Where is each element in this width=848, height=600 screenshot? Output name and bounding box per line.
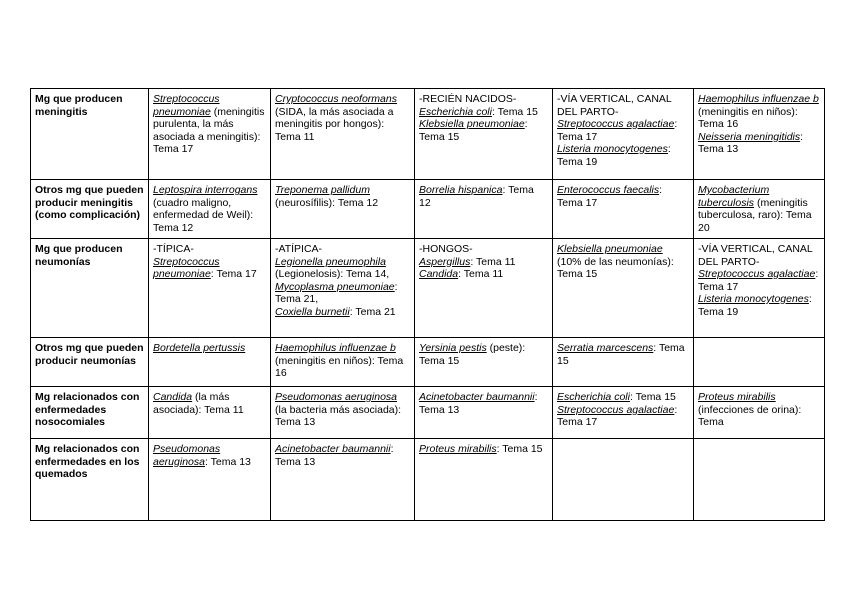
table-cell (415, 180, 553, 239)
species-name: Acinetobacter baumannii (419, 391, 535, 403)
species-name: Escherichia coli (419, 105, 492, 118)
table-cell (415, 338, 553, 387)
table-cell (553, 387, 694, 439)
table-cell (271, 338, 415, 387)
cell-text: : Tema 17 (210, 268, 257, 280)
cell-text: : Tema 11 (470, 255, 516, 268)
cell-text: (meningitis tuberculosa, raro): Tema 20 (698, 196, 812, 234)
species-name: Proteus mirabilis (698, 391, 776, 403)
table-cell (694, 180, 825, 239)
species-name: Neisseria meningitidis (698, 130, 801, 143)
cell-line (153, 184, 266, 234)
species-name: Aspergillus (419, 255, 471, 268)
table-cell (149, 239, 271, 338)
cell-line (557, 391, 689, 404)
table-cell (415, 89, 553, 180)
cell-text: (la más asociada): Tema 11 (153, 391, 244, 416)
cell-text: (meningitis purulenta, la más asociada a meningitis): Tema 17 (153, 105, 265, 155)
species-name: Streptococcus agalactiae (557, 118, 675, 130)
row-header: Mg relacionados con enfermedades en los quemados (31, 439, 149, 521)
cell-text: (Legionelosis): Tema 14, (275, 268, 390, 280)
table-cell (694, 239, 825, 338)
species-name: Proteus mirabilis (419, 443, 497, 455)
cell-line (419, 268, 548, 281)
cell-line (153, 391, 266, 416)
species-name: Mycoplasma pneumoniae (275, 280, 395, 293)
cell-text: : Tema 12 (419, 184, 534, 209)
cell-line (419, 342, 548, 367)
table-cell (271, 89, 415, 180)
cell-text: (meningitis en niños): Tema 16 (698, 105, 798, 130)
species-name: Mycobacterium tuberculosis (698, 184, 770, 209)
table-cell (553, 439, 694, 521)
cell-line (153, 443, 266, 468)
species-name: Cryptococcus neoformans (275, 93, 397, 105)
cell-text: (neurosífilis): Tema 12 (275, 196, 379, 209)
cell-line (557, 342, 689, 367)
cell-line (275, 243, 410, 256)
table-cell (694, 89, 825, 180)
cell-text: (SIDA, la más asociada a meningitis por hongos): Tema 11 (275, 105, 394, 143)
table-cell (271, 439, 415, 521)
cell-text: -VÍA VERTICAL, CANAL DEL PARTO- (698, 243, 813, 268)
cell-text: (cuadro maligno, enfermedad de Weil): Tema 12 (153, 196, 254, 234)
table-body (31, 89, 825, 521)
species-name: Klebsiella pneumoniae (419, 118, 525, 130)
table-row (31, 338, 825, 387)
row-header: Mg que producen neumonías (31, 239, 149, 338)
table-row (31, 239, 825, 338)
cell-text: (peste): Tema 15 (419, 342, 526, 367)
cell-line (557, 184, 689, 209)
species-name: Streptococcus pneumoniae (153, 93, 220, 118)
cell-line (419, 106, 548, 119)
table-cell (149, 180, 271, 239)
cell-text: : Tema 15 (629, 391, 676, 403)
cell-line (153, 243, 266, 256)
cell-text: : Tema 13 (204, 455, 251, 468)
cell-line (557, 93, 689, 118)
cell-text: : Tema 13 (698, 130, 804, 155)
cell-line (698, 93, 820, 131)
cell-text: : Tema 11 (458, 268, 504, 280)
species-name: Listeria monocytogenes (698, 293, 809, 305)
table-cell (149, 439, 271, 521)
cell-line (698, 243, 820, 268)
species-name: Serratia marcescens (557, 342, 654, 354)
species-name: Acinetobacter baumannii (275, 443, 391, 455)
species-name: Haemophilus influenzae b (698, 93, 819, 105)
species-name: Streptococcus agalactiae (557, 403, 675, 416)
cell-text: : Tema 21, (275, 280, 398, 305)
species-name: Leptospira interrogans (153, 184, 258, 196)
table-cell (149, 338, 271, 387)
cell-line (275, 306, 410, 319)
table-cell (694, 439, 825, 521)
row-header: Otros mg que pueden producir neumonías (31, 338, 149, 387)
species-name: Treponema pallidum (275, 184, 370, 196)
species-name: Streptococcus pneumoniae (153, 255, 220, 280)
cell-line (419, 256, 548, 269)
cell-line (419, 93, 548, 106)
cell-text: : Tema 13 (419, 391, 538, 416)
species-name: Candida (419, 268, 459, 280)
cell-line (275, 256, 410, 281)
cell-line (153, 256, 266, 281)
cell-line (419, 184, 548, 209)
cell-line (698, 268, 820, 293)
cell-text: (infecciones de orina): Tema (698, 403, 802, 428)
species-name: Streptococcus agalactiae (698, 268, 816, 280)
row-header: Mg relacionados con enfermedades nosocomiales (31, 387, 149, 439)
cell-text: -HONGOS- (419, 243, 473, 255)
table-cell (694, 338, 825, 387)
cell-line (698, 391, 820, 429)
species-name: Escherichia coli (557, 391, 630, 403)
cell-text: : Tema 13 (275, 443, 394, 468)
cell-line (275, 93, 410, 143)
row-header: Mg que producen meningitis (31, 89, 149, 180)
cell-line (557, 143, 689, 168)
table-row (31, 387, 825, 439)
species-name: Borrelia hispanica (419, 184, 503, 196)
cell-line (557, 243, 689, 281)
microorganism-table (30, 88, 825, 521)
table-cell (415, 387, 553, 439)
species-name: Haemophilus influenzae b (275, 342, 396, 354)
table-cell (415, 239, 553, 338)
cell-text: (meningitis en niños): Tema 16 (275, 354, 404, 379)
cell-text: (10% de las neumonías): Tema 15 (557, 255, 674, 280)
cell-line (698, 184, 820, 234)
cell-line (275, 184, 410, 209)
cell-text: -VÍA VERTICAL, CANAL DEL PARTO- (557, 93, 672, 118)
cell-text: : Tema 15 (491, 105, 538, 118)
cell-text: : Tema 17 (557, 184, 663, 209)
cell-line (275, 443, 410, 468)
cell-line (557, 118, 689, 143)
cell-line (275, 391, 410, 429)
cell-line (275, 342, 410, 380)
table-row (31, 439, 825, 521)
table-cell (415, 439, 553, 521)
species-name: Enterococcus faecalis (557, 184, 660, 196)
cell-text: : Tema 19 (698, 293, 812, 318)
cell-line (419, 391, 548, 416)
species-name: Candida (153, 391, 193, 403)
cell-text: -RECIÉN NACIDOS- (419, 93, 517, 105)
cell-text: : Tema 17 (698, 268, 819, 293)
cell-text: (la bacteria más asociada): Tema 13 (275, 403, 402, 428)
species-name: Listeria monocytogenes (557, 143, 668, 155)
species-name: Yersinia pestis (419, 342, 487, 354)
table-cell (271, 180, 415, 239)
table-row (31, 180, 825, 239)
table-cell (271, 387, 415, 439)
cell-text: -ATÍPICA- (275, 243, 323, 255)
cell-text: : Tema 15 (557, 342, 685, 367)
cell-line (275, 281, 410, 306)
table-cell (553, 239, 694, 338)
species-name: Legionella pneumophila (275, 255, 386, 268)
cell-text: : Tema 17 (557, 118, 678, 143)
cell-line (698, 131, 820, 156)
cell-text: : Tema 15 (496, 443, 543, 455)
table-cell (553, 89, 694, 180)
table-cell (149, 89, 271, 180)
species-name: Pseudomonas aeruginosa (275, 391, 398, 403)
row-header: Otros mg que pueden producir meningitis (como complicación) (31, 180, 149, 239)
species-name: Pseudomonas aeruginosa (153, 443, 221, 468)
cell-text: -TÍPICA- (153, 243, 194, 255)
cell-line (419, 243, 548, 256)
table-cell (553, 338, 694, 387)
species-name: Klebsiella pneumoniae (557, 243, 663, 255)
species-name: Bordetella pertussis (153, 342, 246, 354)
species-name: Coxiella burnetii (275, 305, 350, 318)
cell-text: : Tema 17 (557, 403, 678, 428)
table-cell (694, 387, 825, 439)
cell-line (153, 342, 266, 355)
cell-text: : Tema 15 (419, 118, 528, 143)
cell-line (419, 118, 548, 143)
table-row (31, 89, 825, 180)
cell-line (153, 93, 266, 156)
cell-text: : Tema 21 (349, 305, 396, 318)
cell-line (698, 293, 820, 318)
table-cell (149, 387, 271, 439)
table-cell (271, 239, 415, 338)
cell-line (557, 404, 689, 429)
cell-line (419, 443, 548, 456)
table-cell (553, 180, 694, 239)
cell-text: : Tema 19 (557, 143, 671, 168)
